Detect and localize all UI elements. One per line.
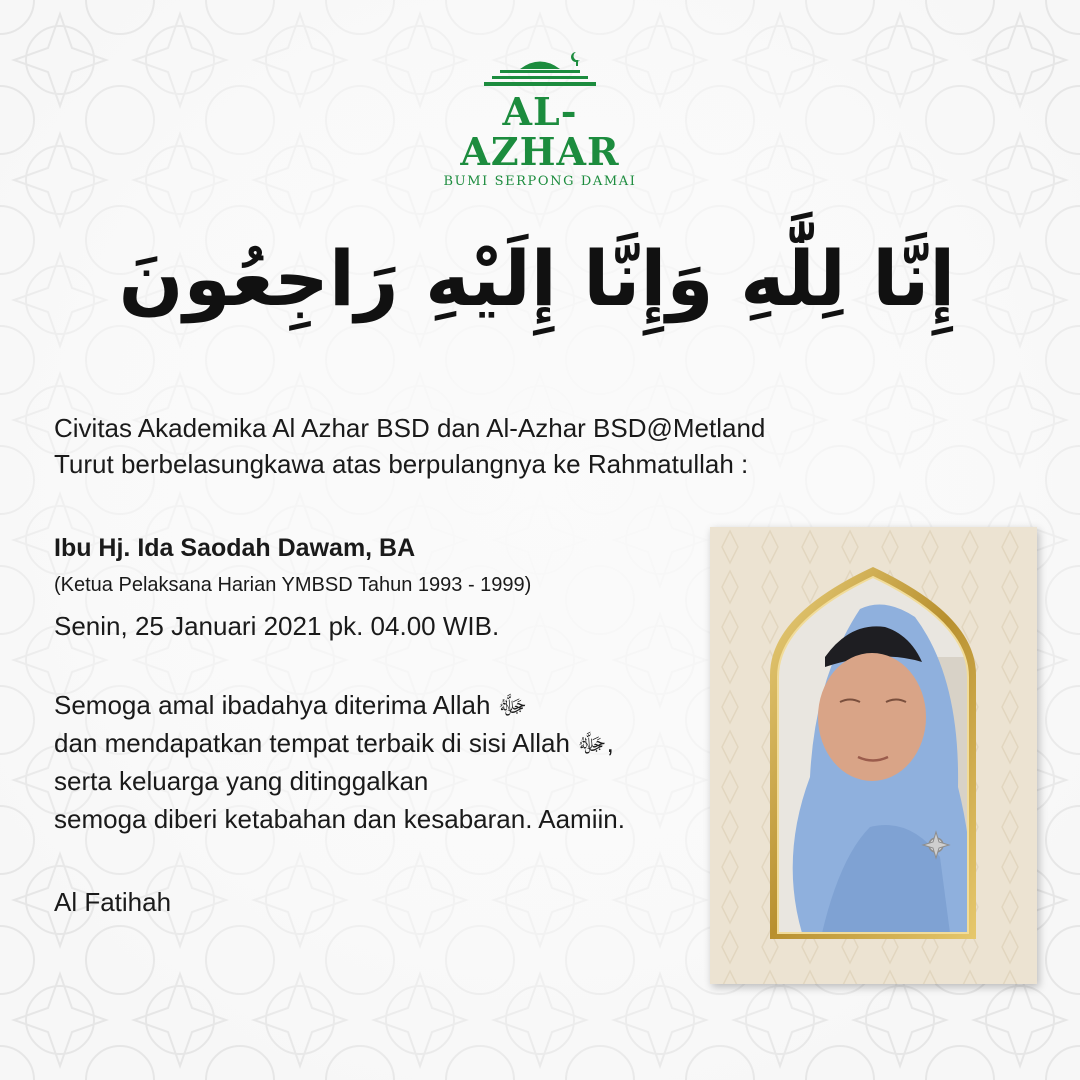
date-time: Senin, 25 Januari 2021 pk. 04.00 WIB.	[54, 611, 500, 641]
prayer-line: dan mendapatkan tempat terbaik di sisi Allah ﷻ,	[54, 728, 614, 758]
portrait-card	[710, 527, 1037, 984]
al-azhar-logo	[430, 48, 650, 189]
deceased-role: (Ketua Pelaksana Harian YMBSD Tahun 1993 - 1999)	[54, 574, 532, 596]
deceased-name: Ibu Hj. Ida Saodah Dawam, BA	[54, 534, 416, 562]
logo-name: AL-AZHAR	[460, 89, 620, 174]
intro-text	[54, 410, 765, 482]
intro-line: Civitas Akademika Al Azhar BSD dan Al-Azhar BSD@Metland	[54, 413, 766, 443]
prayer-line: Semoga amal ibadahya diterima Allah ﷻ	[54, 690, 528, 720]
intro-line: Turut berbelasungkawa atas berpulangnya ke Rahmatullah :	[54, 449, 749, 479]
logo-subtitle: BUMI SERPONG DAMAI	[443, 174, 637, 189]
mosque-emblem-icon	[480, 48, 600, 90]
closing-text: Al Fatihah	[54, 887, 172, 917]
arabic-calligraphy: إِنَّا لِلَّٰهِ وَإِنَّا إِلَيْهِ رَاجِعُونَ	[118, 233, 956, 323]
prayer-line: serta keluarga yang ditinggalkan	[54, 766, 429, 796]
portrait-photo	[710, 527, 1037, 984]
prayer-text	[54, 686, 625, 838]
prayer-line: semoga diberi ketabahan dan kesabaran. Aamiin.	[54, 804, 625, 834]
